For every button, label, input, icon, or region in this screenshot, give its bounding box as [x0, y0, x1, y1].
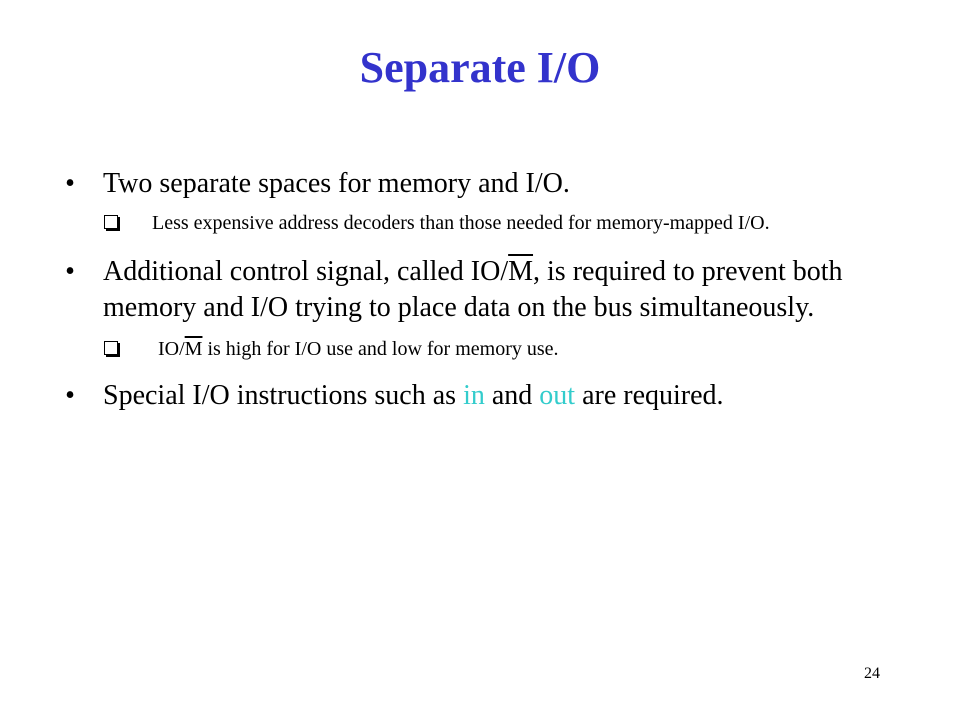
bullet-marker-icon: • [65, 168, 75, 199]
sub-bullet-text-before: IO/ [158, 338, 185, 360]
bullet-marker-icon: • [65, 256, 75, 287]
slide-title: Separate I/O [359, 43, 601, 92]
page-number: 24 [864, 665, 880, 682]
square-bullet-icon [104, 215, 118, 229]
bullet-item [60, 254, 900, 326]
sub-bullet-text: Less expensive address decoders than those needed for memory-mapped I/O. [152, 212, 770, 234]
keyword-out: out [539, 380, 576, 411]
sub-bullet-text-after: is high for I/O use and low for memory use. [202, 338, 559, 360]
memory-signal-overbar: $\overline{M}$ [508, 256, 534, 287]
bullet-item [60, 166, 900, 202]
memory-signal-overbar: $\overline{M}$ [184, 338, 203, 360]
bullet-text-middle: and [484, 380, 540, 411]
slide-body [60, 166, 900, 414]
bullet-item [60, 378, 900, 414]
bullet-text-after: are required. [575, 380, 724, 411]
sub-bullet-item [60, 208, 900, 238]
keyword-in: in [463, 380, 485, 411]
square-bullet-icon [104, 341, 118, 355]
bullet-text: Two separate spaces for memory and I/O. [103, 168, 570, 199]
sub-bullet-item [60, 334, 900, 364]
bullet-text-before: Additional control signal, called IO/ [103, 256, 509, 287]
bullet-marker-icon: • [65, 380, 75, 411]
bullet-text-after: , is required to prevent both memory and I/O trying to place data on the bus simultaneously. [103, 256, 843, 323]
bullet-text-before: Special I/O instructions such as [103, 380, 464, 411]
